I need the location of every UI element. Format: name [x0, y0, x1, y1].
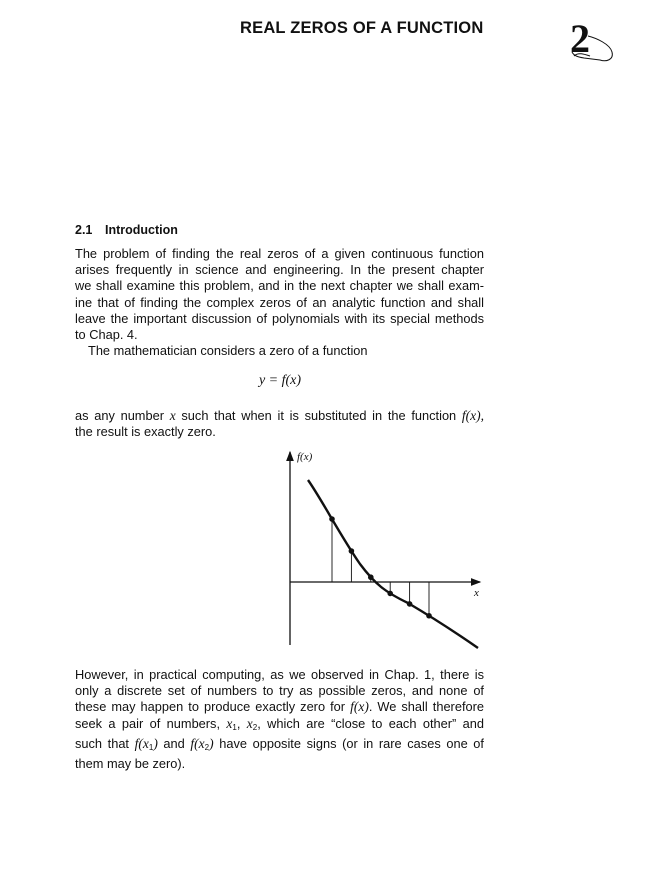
text-line: to Chap. 4. [75, 327, 138, 343]
text-line: ine that of finding the complex zeros of an analytic function and shall [75, 294, 484, 310]
function-fx: f(x), [461, 408, 484, 423]
sample-point [426, 613, 432, 619]
function-curve [308, 480, 478, 648]
text-line: them may be zero). [75, 756, 186, 772]
equation: y = f(x) [258, 373, 302, 388]
text-line: as any number x such that when it is substituted in the function f(x), [75, 408, 484, 423]
paragraph-definition-intro [88, 343, 484, 359]
section-title: Introduction [105, 223, 178, 237]
x-axis-label: x [474, 587, 479, 599]
paragraph-definition [75, 408, 484, 440]
chapter-title: REAL ZEROS OF A FUNCTION [240, 19, 484, 37]
variable-x: x [169, 408, 176, 423]
text-line: such that $f(x_1)$ and $f(x_2)$ have opposite signs (or in rare cases one of [75, 735, 484, 752]
text-line: seek a pair of numbers, $x_1$, $x_2$, which are “close to each other” and [75, 715, 484, 732]
text-line: only a discrete set of numbers to try as possible zeros, and none of [75, 683, 484, 699]
text-line: However, in practical computing, as we observed in Chap. 1, there is [75, 667, 484, 682]
section-heading [75, 223, 178, 237]
sample-point [387, 591, 393, 597]
text-line: these may happen to produce exactly zero for f(x). We shall therefore [75, 699, 484, 715]
paragraph-practical-computing [75, 667, 484, 772]
function-zero-figure [270, 440, 490, 660]
sample-point [329, 516, 335, 522]
text-line: the result is exactly zero. [75, 424, 216, 440]
chapter-number: 2 [570, 16, 590, 61]
text-line: The problem of finding the real zeros of a given continuous function [75, 246, 484, 261]
sample-point [349, 548, 355, 554]
sample-point [368, 574, 374, 580]
text-line: The mathematician considers a zero of a function [88, 343, 368, 358]
paragraph-intro [75, 246, 484, 343]
sample-point [407, 601, 413, 607]
text-line: leave the important discussion of polynomials with its special methods [75, 310, 484, 326]
text-line: arises frequently in science and engineering. In the present chapter [75, 262, 484, 278]
y-axis-label: f(x) [297, 451, 313, 463]
section-number: 2.1 [75, 223, 93, 237]
chapter-number-ornament-icon [566, 16, 616, 66]
text-line: we shall examine this problem, and in the next chapter we shall exam- [75, 278, 484, 294]
